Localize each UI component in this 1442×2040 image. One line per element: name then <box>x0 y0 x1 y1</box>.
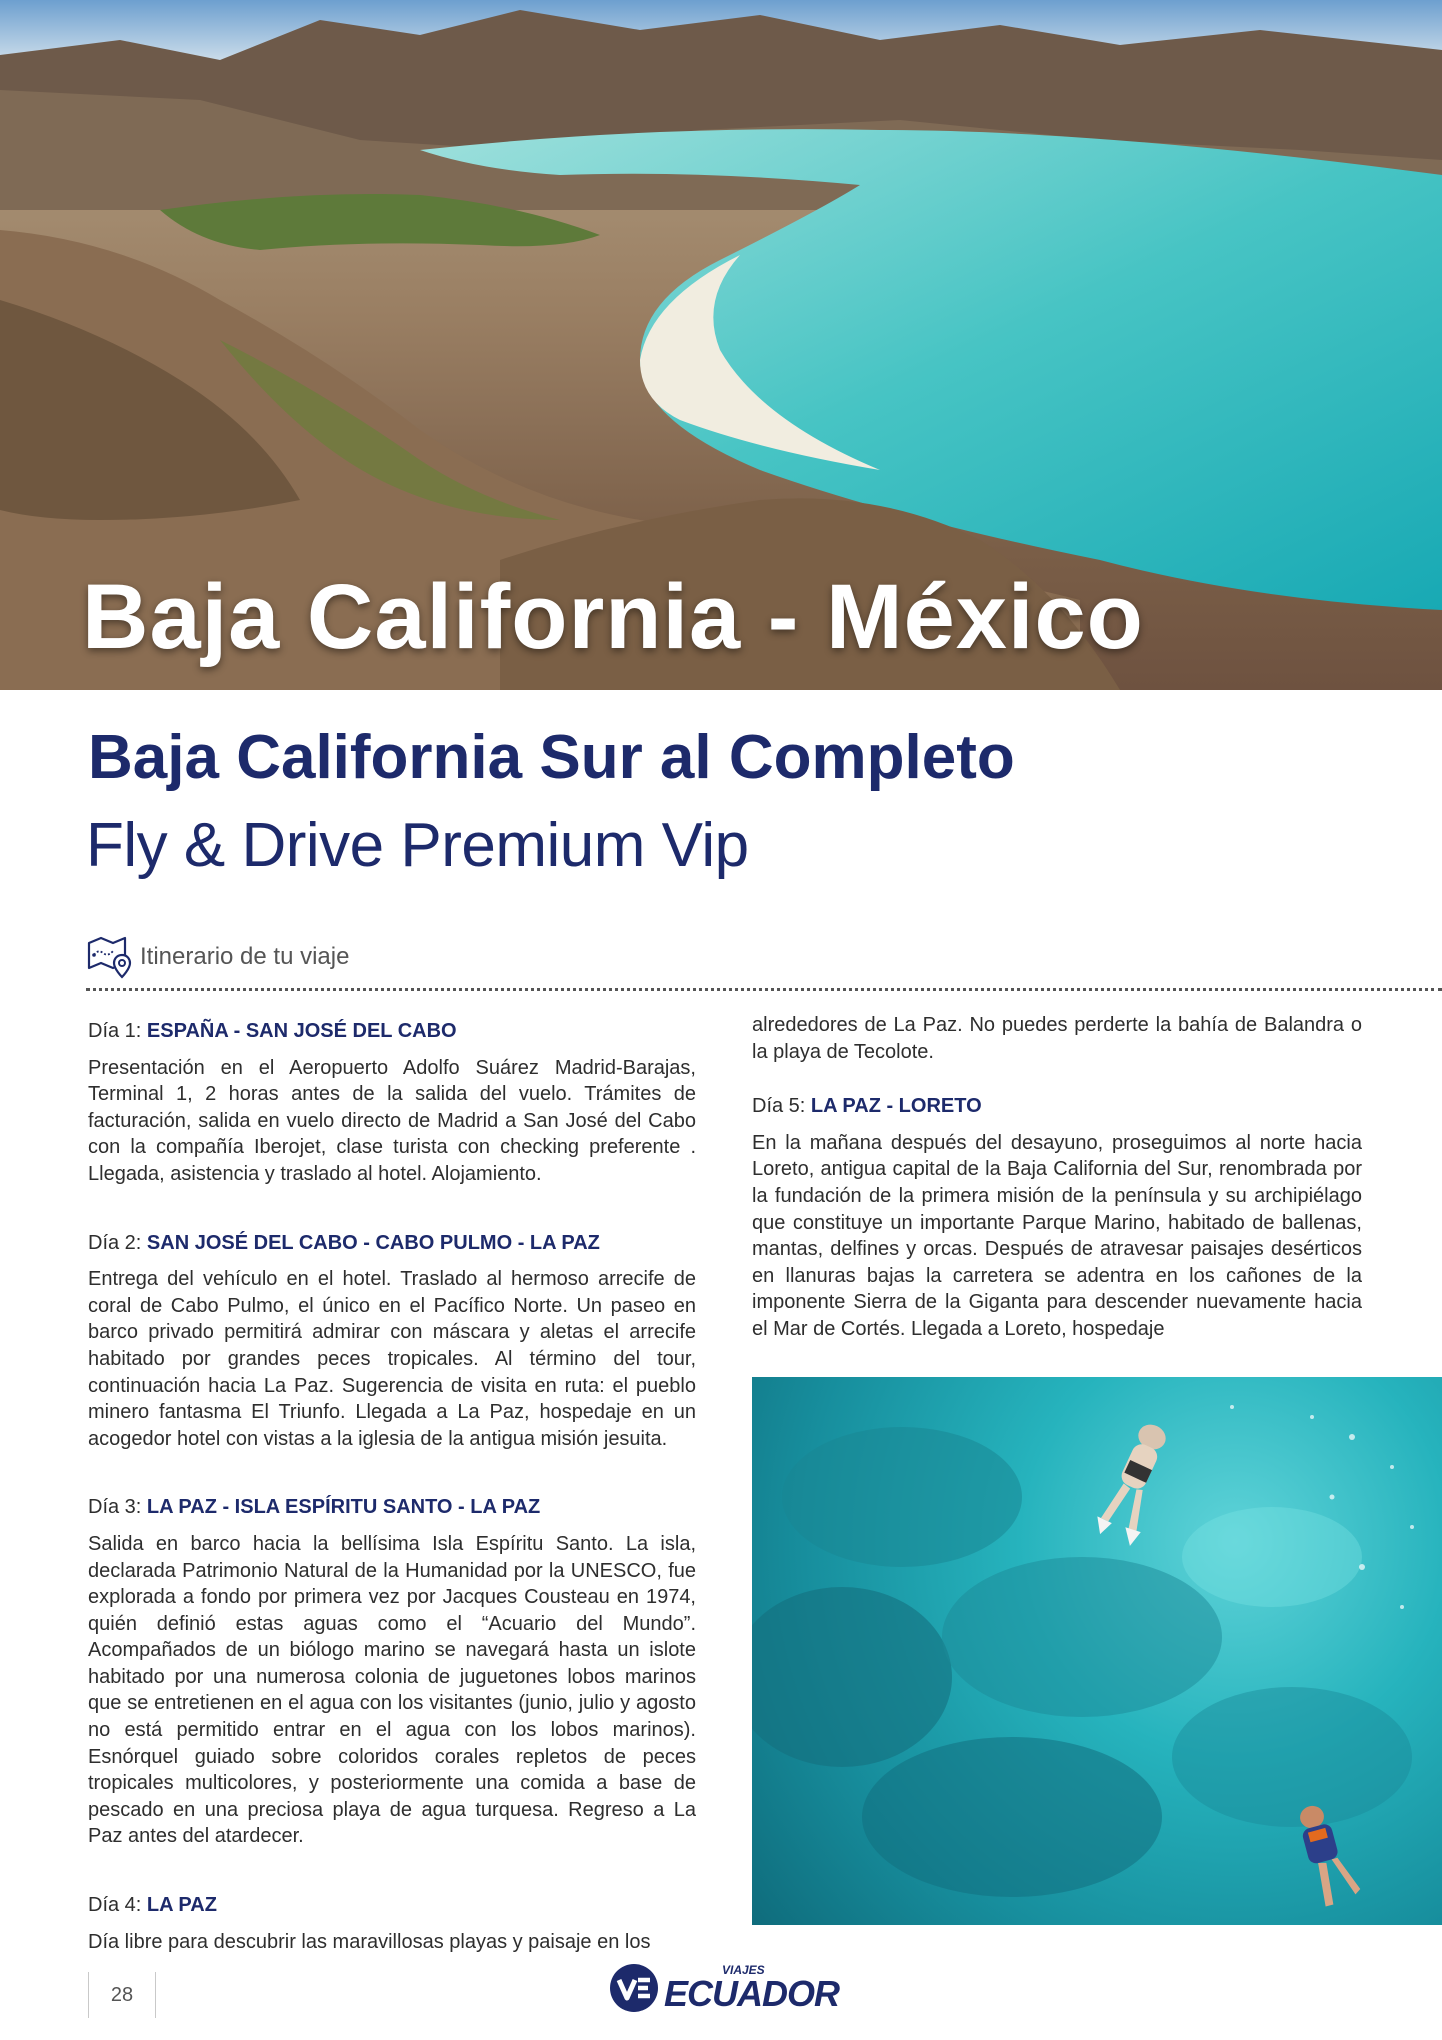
day-4 <box>88 1892 696 1955</box>
day-3 <box>88 1494 696 1850</box>
page-title: Baja California Sur al Completo <box>88 723 1015 792</box>
day-2 <box>88 1230 696 1453</box>
snorkel-photo-art <box>752 1377 1442 1925</box>
hero-photo <box>0 0 1442 690</box>
day-destination: ESPAÑA - SAN JOSÉ DEL CABO <box>146 1020 457 1042</box>
snorkelers-turquoise-water-photo <box>752 1377 1442 1925</box>
day-label: Día 1: <box>88 1020 142 1042</box>
brand-name: ECUADOR <box>664 1973 840 2014</box>
map-pin-icon <box>86 933 134 981</box>
day-heading <box>88 1230 696 1257</box>
day-text: Presentación en el Aeropuerto Adolfo Suárez Madrid-Barajas, Terminal 1, 2 horas antes de la salida del vuelo. Trámites de facturación, salida en vuelo directo de Madrid a San José del Cabo con la compañía Iberojet, clase turista con checking preferente . Llegada, asistencia y traslado al hotel. Alojamiento. <box>88 1056 696 1185</box>
page-subtitle: Fly & Drive Premium Vip <box>86 811 749 880</box>
ve-logo-icon <box>608 1962 660 2014</box>
day-heading <box>752 1093 1362 1120</box>
day-1 <box>88 1018 696 1188</box>
day-text: Día libre para descubrir las maravillosas playas y paisaje en los <box>88 1930 651 1953</box>
day-text: Entrega del vehículo en el hotel. Traslado al hermoso arrecife de coral de Cabo Pulmo, el único en el Pacífico Norte. Un paseo en barco privado permitirá admirar con máscara y aletas el arrecife habitado por grandes peces tropicales. Al término del tour, continuación hacia La Paz. Sugerencia de visita en ruta: el pueblo minero fantasma El Triunfo. Llegada a La Paz, hospedaje en un acogedor hotel con vistas a la iglesia de la antigua misión jesuita. <box>88 1268 696 1450</box>
day-label: Día 3: <box>88 1496 142 1519</box>
brand-small-text: VIAJES <box>722 1963 765 1977</box>
day-heading <box>88 1018 696 1045</box>
hero-title: Baja California - México <box>82 566 1144 668</box>
itinerary-label: Itinerario de tu viaje <box>140 943 350 970</box>
day-5 <box>752 1093 1362 1342</box>
day-label: Día 5: <box>752 1095 806 1118</box>
page-number: 28 <box>88 1972 156 2018</box>
itinerary-right-column <box>752 1012 1362 1357</box>
day-label: Día 4: <box>88 1894 142 1917</box>
day-destination: LA PAZ - LORETO <box>810 1095 982 1118</box>
itinerary-heading <box>86 932 349 982</box>
day-destination: LA PAZ - ISLA ESPÍRITU SANTO - LA PAZ <box>146 1496 541 1519</box>
itinerary-left-column <box>88 1012 696 1969</box>
day-4-continuation: alrededores de La Paz. No puedes perderte la bahía de Balandra o la playa de Tecolote. <box>752 1014 1362 1063</box>
brand-logo <box>608 1958 839 2018</box>
day-label: Día 2: <box>88 1231 142 1254</box>
day-text: En la mañana después del desayuno, proseguimos al norte hacia Loreto, antigua capital de la Baja California del Sur, renombrada por la fundación de la primera misión de la península y su archipiélago que constituye un importante Parque Marino, habitado de ballenas, mantas, delfines y orcas. Después de atravesar paisajes desérticos en llanuras bajas la carretera se adentra en los cañones de la imponente Sierra de la Giganta para descender nuevamente hacia el Mar de Cortés. Llegada a Loreto, hospedaje <box>752 1131 1362 1340</box>
day-destination: SAN JOSÉ DEL CABO - CABO PULMO - LA PAZ <box>146 1231 600 1254</box>
day-destination: LA PAZ <box>146 1894 217 1917</box>
day-heading <box>88 1494 696 1521</box>
day-heading <box>88 1892 696 1919</box>
day-text: Salida en barco hacia la bellísima Isla Espíritu Santo. La isla, declarada Patrimonio Natural de la Humanidad por la UNESCO, fue explorada a fondo por primera vez por Jacques Cousteau en 1974, quién definió estas aguas como el “Acuario del Mundo”. Acompañados de un biólogo marino se navegará hasta un islote habitado por una numerosa colonia de juguetones lobos marinos que se entretienen en el agua con los visitantes (junio, julio y agosto no está permitido entrar en el agua con los lobos marinos). Esnórquel guiado sobre coloridos corales repletos de peces tropicales multicolores, y posteriormente una comida a base de pescado en una preciosa playa de agua turquesa. Regreso a La Paz antes del atardecer. <box>88 1532 696 1848</box>
dotted-divider <box>86 988 1442 991</box>
